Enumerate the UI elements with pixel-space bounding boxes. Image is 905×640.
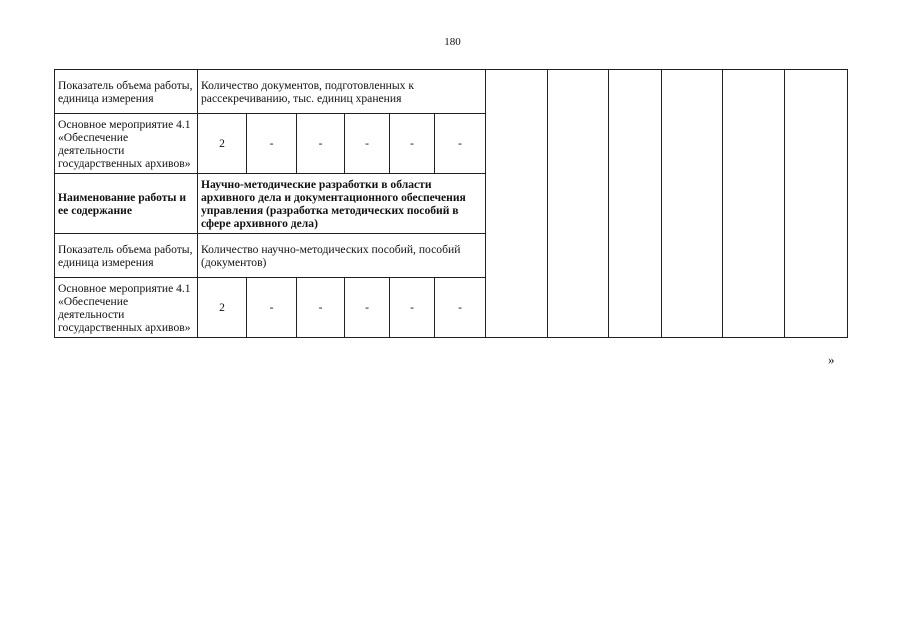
value-cell: 2 bbox=[198, 278, 247, 338]
row-text: Количество документов, подготовленных к рассекречиванию, тыс. единиц хранения bbox=[198, 70, 486, 114]
value-cell: - bbox=[390, 114, 435, 174]
value-cell: - bbox=[247, 114, 297, 174]
value-cell: - bbox=[297, 114, 345, 174]
value-cell: - bbox=[247, 278, 297, 338]
empty-column bbox=[609, 70, 662, 338]
row-text: Научно-методические разработки в области архивного дела и документационного обеспечения управления (разработка методических пособий в сфере архивного дела) bbox=[198, 174, 486, 234]
empty-column bbox=[785, 70, 848, 338]
value-cell: 2 bbox=[198, 114, 247, 174]
table-row bbox=[55, 70, 848, 114]
row-label: Наименование работы и ее содержание bbox=[55, 174, 198, 234]
empty-column bbox=[723, 70, 785, 338]
page-number: 180 bbox=[444, 36, 461, 48]
value-cell: - bbox=[297, 278, 345, 338]
closing-quote: » bbox=[828, 352, 835, 367]
row-label: Показатель объема работы, единица измерения bbox=[55, 70, 198, 114]
empty-column bbox=[662, 70, 723, 338]
row-label: Показатель объема работы, единица измерения bbox=[55, 234, 198, 278]
value-cell: - bbox=[345, 278, 390, 338]
row-label: Основное мероприятие 4.1 «Обеспечение деятельности государственных архивов» bbox=[55, 114, 198, 174]
value-cell: - bbox=[390, 278, 435, 338]
value-cell: - bbox=[435, 114, 486, 174]
empty-column bbox=[486, 70, 548, 338]
row-label: Основное мероприятие 4.1 «Обеспечение деятельности государственных архивов» bbox=[55, 278, 198, 338]
row-text: Количество научно-методических пособий, пособий (документов) bbox=[198, 234, 486, 278]
value-cell: - bbox=[435, 278, 486, 338]
value-cell: - bbox=[345, 114, 390, 174]
empty-column bbox=[548, 70, 609, 338]
program-table bbox=[54, 69, 848, 338]
